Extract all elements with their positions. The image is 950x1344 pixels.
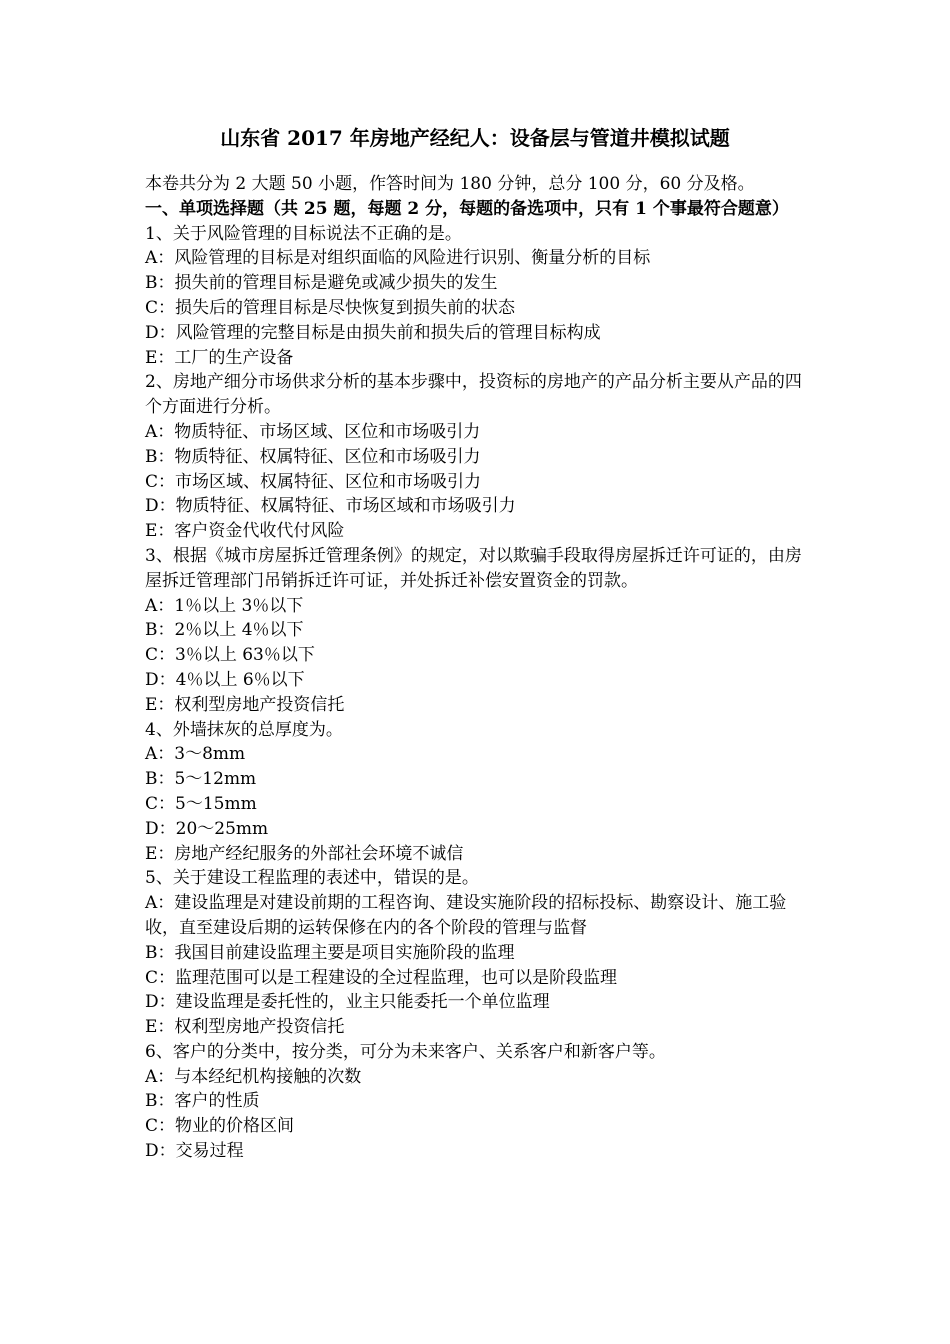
question-4	[145, 718, 810, 867]
question-stem: 3、根据《城市房屋拆迁管理条例》的规定，对以欺骗手段取得房屋拆迁许可证的，由房屋拆迁管理部门吊销拆迁许可证，并处拆迁补偿安置资金的罚款。	[145, 545, 802, 591]
option-c: C：5～15mm	[145, 793, 257, 814]
option-d: D：建设监理是委托性的，业主只能委托一个单位监理	[145, 992, 550, 1013]
option-e: E：权利型房地产投资信托	[145, 694, 345, 715]
question-stem: 2、房地产细分市场供求分析的基本步骤中，投资标的房地产的产品分析主要从产品的四个方面进行分析。	[145, 372, 802, 418]
document-title: 山东省 2017 年房地产经纪人：设备层与管道井模拟试题	[220, 126, 730, 150]
option-a: A：与本经纪机构接触的次数	[145, 1066, 362, 1087]
option-a: A：建设监理是对建设前期的工程咨询、建设实施阶段的招标投标、勘察设计、施工验收，直至建设后期的运转保修在内的各个阶段的管理与监督	[145, 893, 787, 938]
question-stem: 4、外墙抹灰的总厚度为。	[145, 719, 343, 740]
question-stem: 1、关于风险管理的目标说法不正确的是。	[145, 223, 462, 244]
option-a: A：1％以上 3％以下	[145, 595, 304, 616]
option-d: D：交易过程	[145, 1141, 244, 1162]
option-d: D：风险管理的完整目标是由损失前和损失后的管理目标构成	[145, 322, 601, 343]
option-e: E：房地产经纪服务的外部社会环境不诚信	[145, 843, 464, 864]
option-b: B：客户的性质	[145, 1091, 260, 1112]
option-c: C：市场区域、权属特征、区位和市场吸引力	[145, 471, 482, 492]
option-d: D：20～25mm	[145, 818, 269, 839]
option-d: D：物质特征、权属特征、市场区域和市场吸引力	[145, 496, 516, 517]
question-stem: 6、客户的分类中，按分类，可分为未来客户、关系客户和新客户等。	[145, 1041, 666, 1062]
option-e: E：客户资金代收代付风险	[145, 521, 345, 542]
option-a: A：3～8mm	[145, 744, 246, 765]
document-body	[145, 172, 810, 1164]
option-a: A：物质特征、市场区域、区位和市场吸引力	[145, 421, 481, 442]
option-c: C：物业的价格区间	[145, 1116, 295, 1137]
option-e: E：权利型房地产投资信托	[145, 1017, 345, 1038]
option-a: A：风险管理的目标是对组织面临的风险进行识别、衡量分析的目标	[145, 248, 651, 269]
question-stem: 5、关于建设工程监理的表述中，错误的是。	[145, 868, 479, 889]
option-b: B：2％以上 4％以下	[145, 620, 304, 641]
question-2	[145, 370, 810, 544]
section-heading: 一、单项选择题（共 25 题，每题 2 分，每题的备选项中，只有 1 个事最符合题意）	[145, 198, 789, 219]
option-b: B：5～12mm	[145, 769, 257, 790]
option-e: E：工厂的生产设备	[145, 347, 294, 368]
question-5	[145, 866, 810, 1040]
option-b: B：我国目前建设监理主要是项目实施阶段的监理	[145, 942, 515, 963]
option-c: C：监理范围可以是工程建设的全过程监理，也可以是阶段监理	[145, 967, 618, 988]
question-6	[145, 1040, 810, 1164]
option-c: C：3％以上 63％以下	[145, 645, 315, 666]
option-b: B：物质特征、权属特征、区位和市场吸引力	[145, 446, 481, 467]
option-b: B：损失前的管理目标是避免或减少损失的发生	[145, 273, 498, 294]
question-1	[145, 222, 810, 371]
option-c: C：损失后的管理目标是尽快恢复到损失前的状态	[145, 297, 516, 318]
option-d: D：4％以上 6％以下	[145, 669, 305, 690]
question-3	[145, 544, 810, 718]
exam-intro: 本卷共分为 2 大题 50 小题，作答时间为 180 分钟，总分 100 分，60 分及格。	[145, 174, 755, 194]
